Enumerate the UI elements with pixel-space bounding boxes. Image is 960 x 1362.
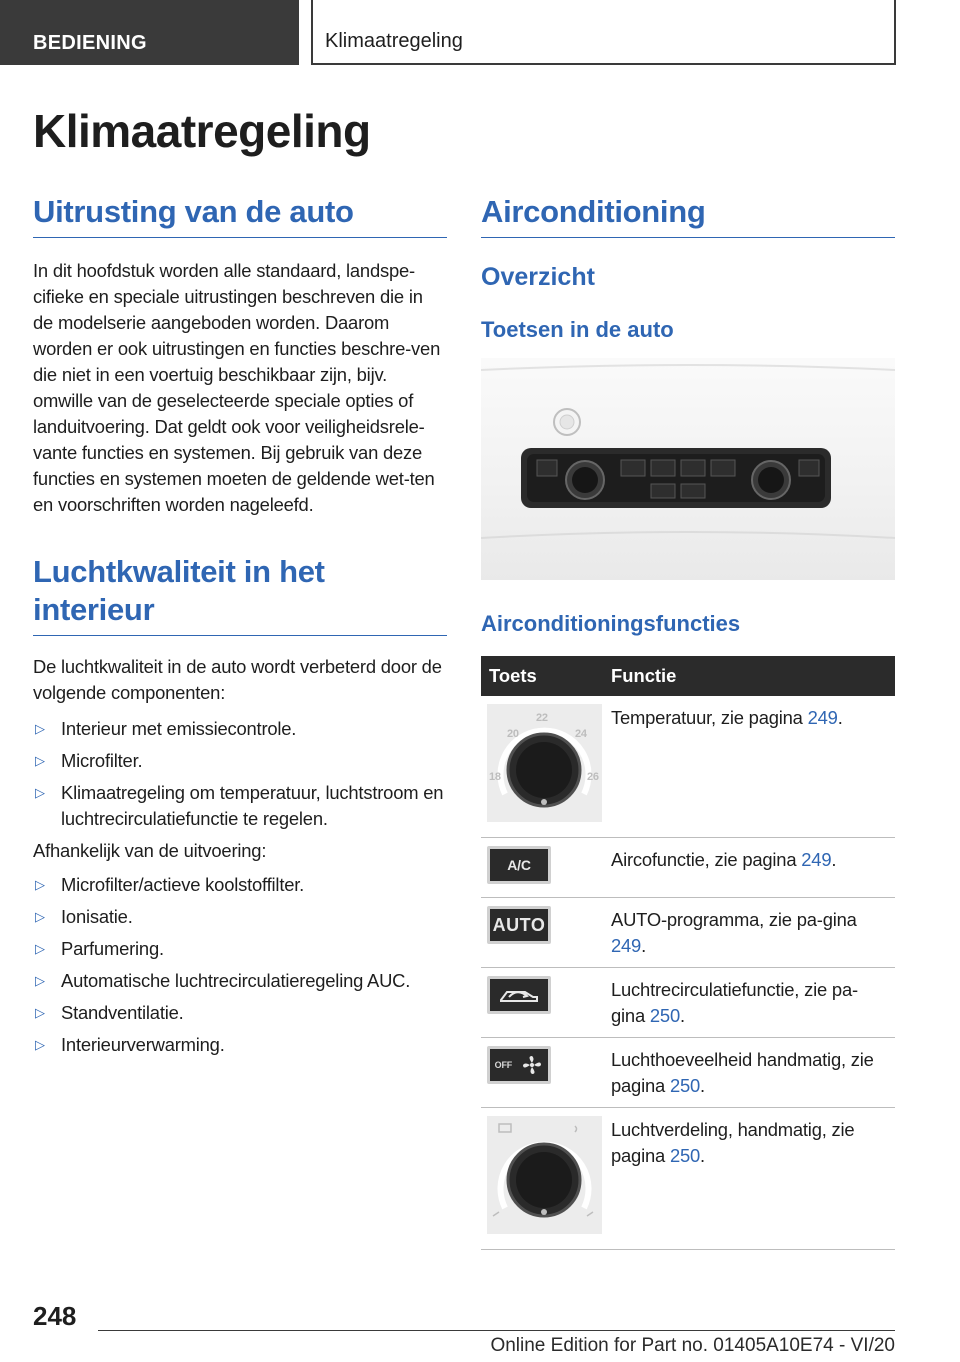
key-cell	[481, 696, 603, 838]
section-tab: BEDIENING	[0, 0, 299, 65]
function-cell: Luchtverdeling, handmatig, zie pagina 250.	[603, 1108, 895, 1250]
page-title: Klimaatregeling	[33, 105, 371, 157]
function-cell: Temperatuur, zie pagina 249.	[603, 696, 895, 838]
page-number: 248	[33, 1301, 77, 1331]
climate-panel-illustration	[481, 358, 895, 580]
triangle-bullet-icon: ▷	[35, 753, 45, 768]
airconditioning-heading: Airconditioning	[481, 193, 895, 238]
table-header-row	[481, 656, 895, 696]
components-list	[33, 716, 447, 832]
function-cell: AUTO-programma, zie pa-gina 249.	[603, 898, 895, 968]
list-item: ▷ Klimaatregeling om temperatuur, luchtstroom en luchtrecirculatiefunctie te regelen.	[35, 782, 444, 829]
key-cell	[481, 898, 603, 968]
air-distribution-knob-icon	[487, 1116, 602, 1234]
recirculation-button-icon	[487, 976, 551, 1014]
list-item: ▷ Microfilter/actieve koolstoffilter.	[33, 872, 447, 898]
table-row	[481, 898, 895, 968]
triangle-bullet-icon: ▷	[35, 941, 45, 956]
list-item: ▷ Standventilatie.	[33, 1000, 447, 1026]
left-column	[33, 193, 447, 1064]
triangle-bullet-icon: ▷	[35, 785, 45, 800]
svg-text:22: 22	[536, 712, 548, 724]
triangle-bullet-icon: ▷	[35, 877, 45, 892]
key-cell	[481, 1038, 603, 1108]
list-item: ▷ Interieurverwarming.	[33, 1032, 447, 1058]
functions-table	[481, 656, 895, 1250]
topic-tab: Klimaatregeling	[311, 0, 896, 65]
page-link[interactable]: 249	[807, 707, 838, 728]
right-column	[481, 193, 895, 1250]
triangle-bullet-icon: ▷	[35, 1037, 45, 1052]
key-cell	[481, 968, 603, 1038]
table-row	[481, 696, 895, 838]
function-cell: Luchtrecirculatiefunctie, zie pa-gina 250.	[603, 968, 895, 1038]
table-row	[481, 1038, 895, 1108]
triangle-bullet-icon: ▷	[35, 1005, 45, 1020]
page-link[interactable]: 250	[669, 1075, 701, 1096]
options-list	[33, 872, 447, 1058]
list-item: ▷ Microfilter.	[33, 748, 447, 774]
list-item: ▷ Interieur met emissiecontrole.	[33, 716, 447, 742]
list-item: ▷ Automatische luchtrecirculatieregeling AUC.	[33, 968, 447, 994]
keys-heading: Toetsen in de auto	[481, 317, 674, 342]
table-row	[481, 968, 895, 1038]
table-row	[481, 1108, 895, 1250]
list-item: ▷ Ionisatie.	[33, 904, 447, 930]
temperature-knob-icon	[487, 704, 602, 822]
triangle-bullet-icon: ▷	[35, 973, 45, 988]
auto-button-icon: AUTO	[487, 906, 551, 944]
overview-heading: Overzicht	[481, 263, 595, 291]
version-note: Afhankelijk van de uitvoering:	[33, 840, 267, 861]
ac-button-icon: A/C	[487, 846, 551, 884]
page-link[interactable]: 249	[801, 849, 832, 870]
functions-heading: Airconditioningsfuncties	[481, 611, 741, 636]
equipment-heading: Uitrusting van de auto	[33, 193, 447, 238]
table-row	[481, 838, 895, 898]
triangle-bullet-icon: ▷	[35, 909, 45, 924]
svg-text:26: 26	[587, 771, 599, 783]
list-item: ▷ Parfumering.	[33, 936, 447, 962]
svg-text:24: 24	[575, 728, 587, 740]
climate-panel-photo	[481, 358, 895, 580]
air-quality-heading: Luchtkwaliteit in het interieur	[33, 553, 447, 636]
page-link[interactable]: 250	[669, 1145, 701, 1166]
air-quality-intro: De luchtkwaliteit in de auto wordt verbeterd door de volgende componenten:	[33, 656, 442, 703]
function-cell: Aircofunctie, zie pagina 249.	[603, 838, 895, 898]
fan-button-icon: OFF	[487, 1046, 551, 1084]
page-link[interactable]: 249	[611, 935, 642, 956]
svg-text:18: 18	[489, 771, 501, 783]
edition-note: Online Edition for Part no. 01405A10E74 - VI/20	[490, 1335, 895, 1356]
column-header-key: Toets	[481, 656, 603, 696]
svg-text:20: 20	[507, 728, 519, 740]
key-cell	[481, 1108, 603, 1250]
equipment-text: In dit hoofdstuk worden alle standaard, landspe-cifieke en speciale uitrustingen beschreven die in de modelserie aangeboden worden. Daarom worden er ook uitrustingen en functies beschre-ven die niet in een voertuig beschikbaar zijn, bijv. omwille van de geselecteerde speciale opties of landuitvoering. Dat geldt ook voor veiligheidsrele-vante functies en systemen. Bij gebruik van deze functies en systemen moeten de geldende wet-ten en voorschriften worden nageleefd.	[33, 260, 441, 515]
key-cell	[481, 838, 603, 898]
page-link[interactable]: 250	[649, 1005, 680, 1026]
triangle-bullet-icon: ▷	[35, 721, 45, 736]
function-cell: Luchthoeveelheid handmatig, zie pagina 250.	[603, 1038, 895, 1108]
column-header-function: Functie	[603, 656, 895, 696]
footer-divider	[98, 1330, 895, 1331]
